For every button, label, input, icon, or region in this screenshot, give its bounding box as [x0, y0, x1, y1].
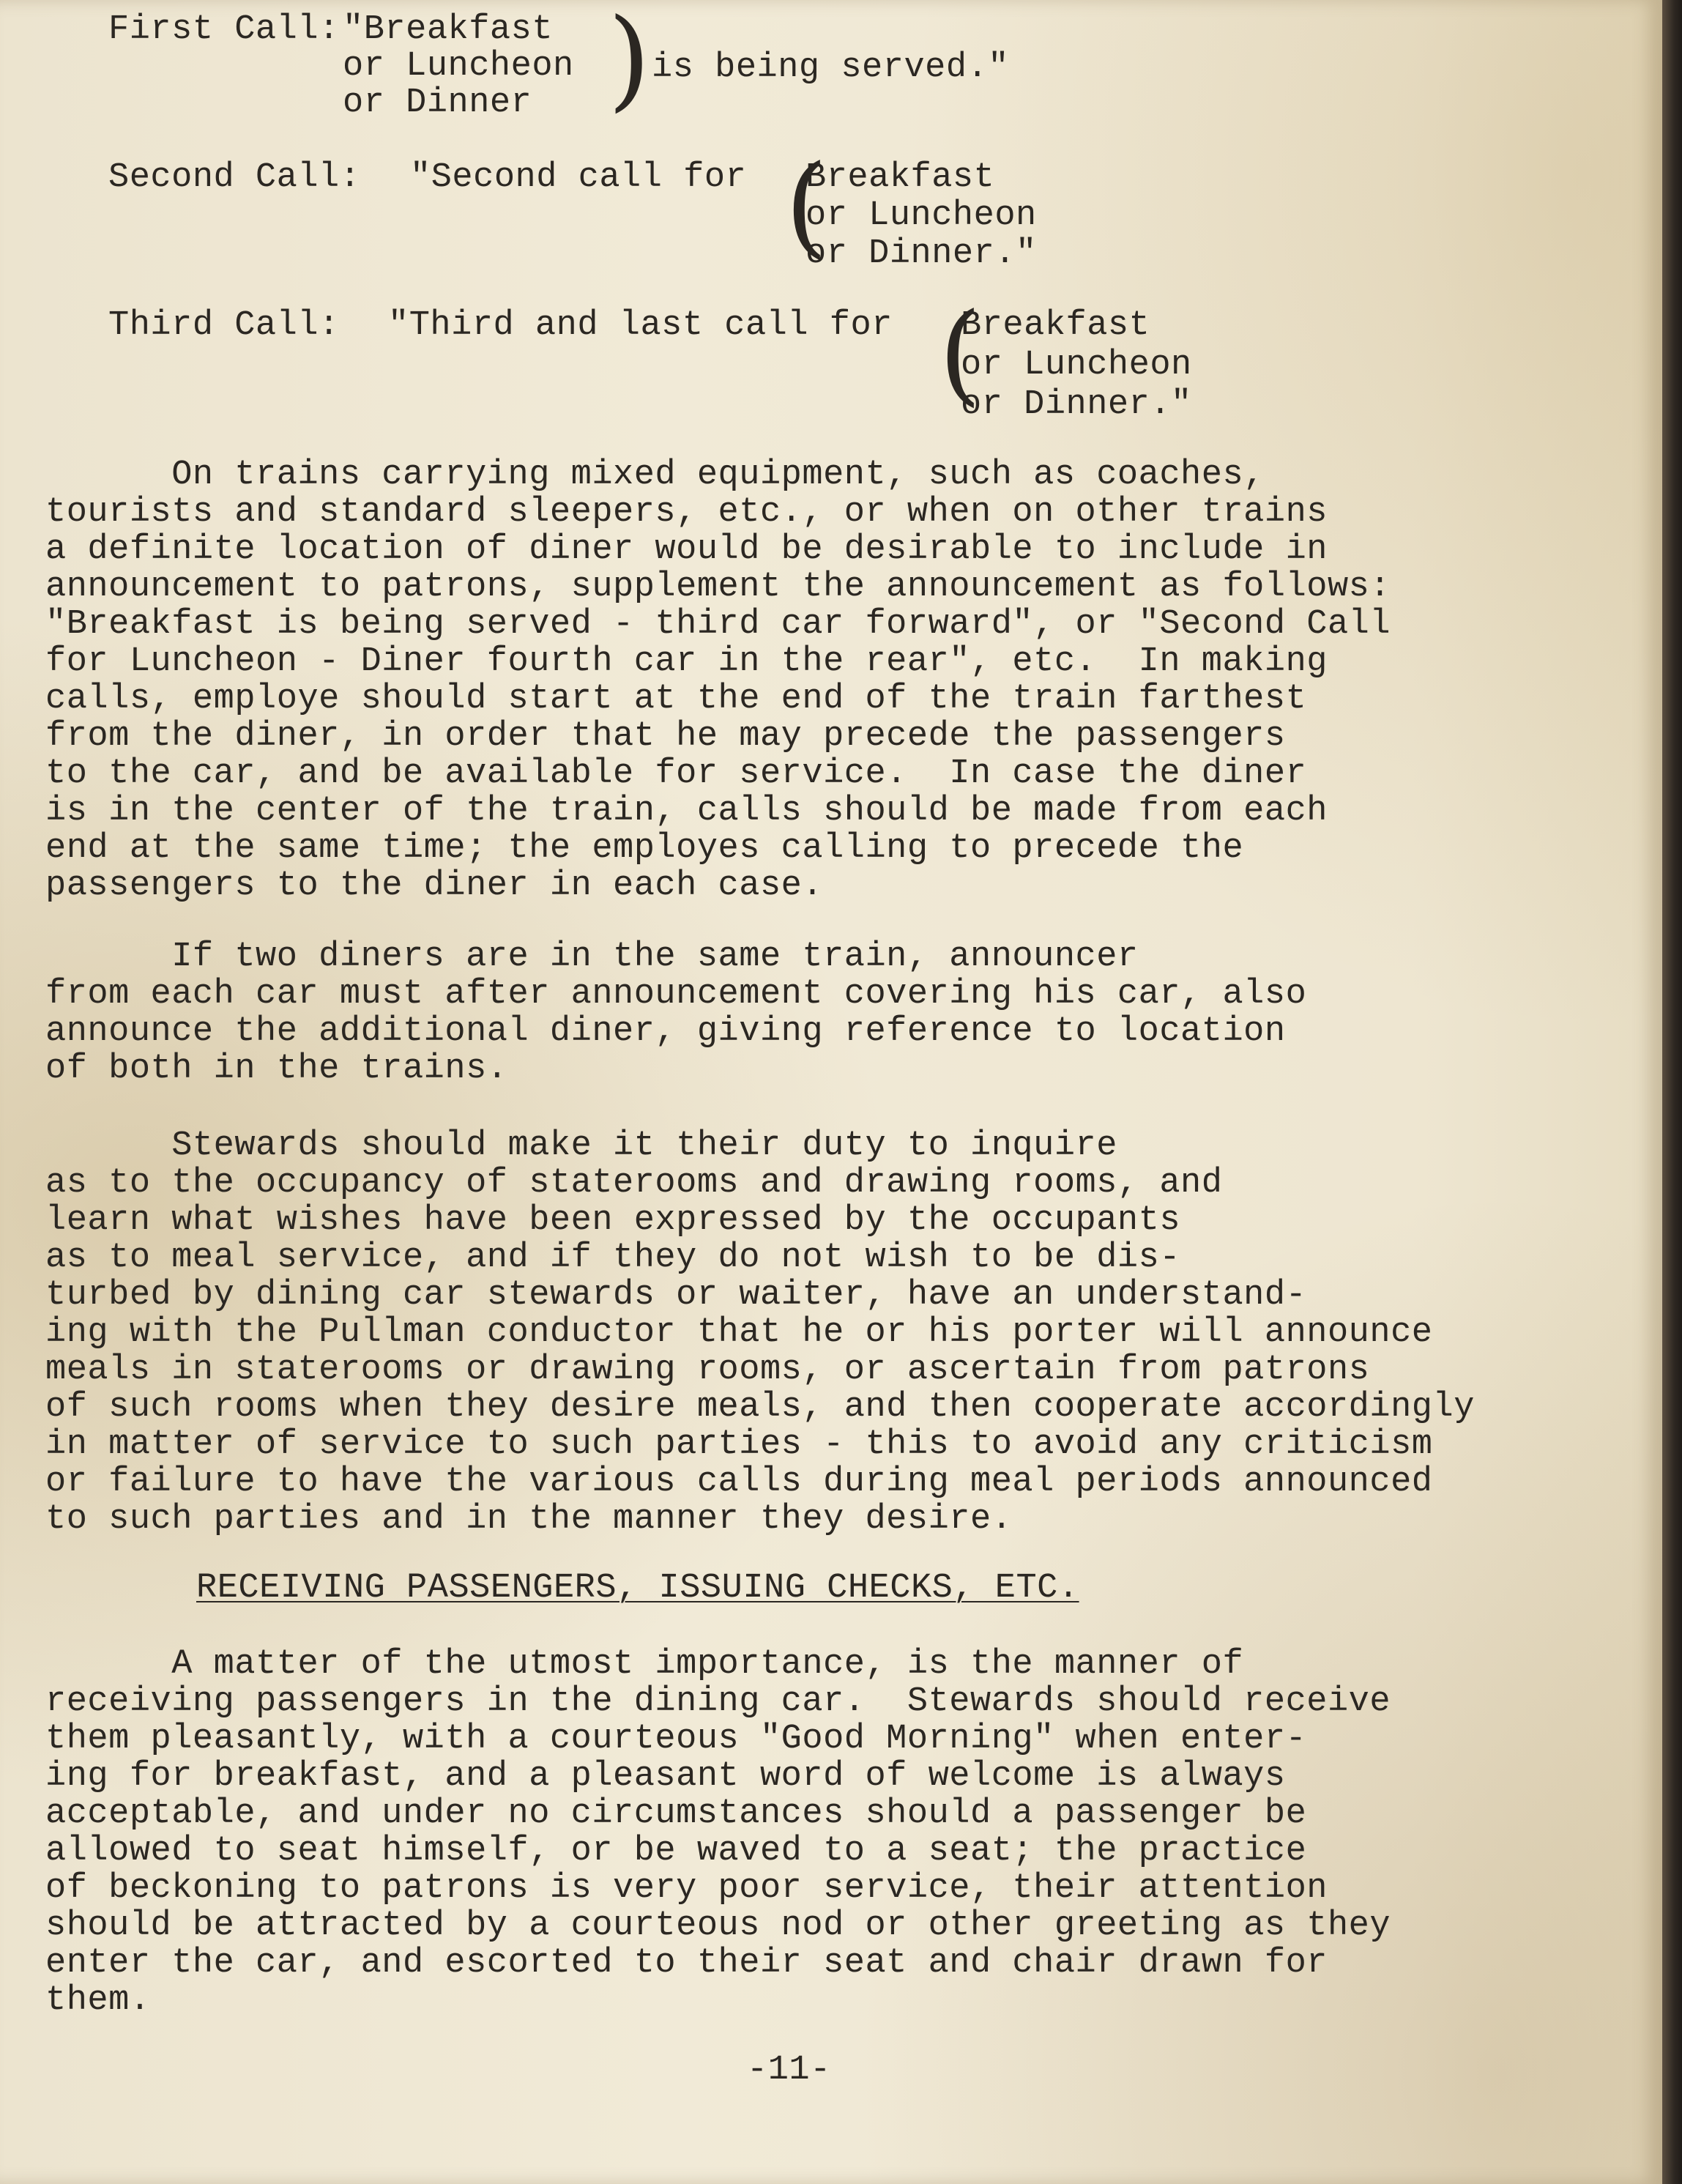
first-call-option-breakfast: "Breakfast	[343, 10, 554, 49]
second-call-option-breakfast: Breakfast	[805, 158, 995, 197]
third-call-label: Third Call:	[108, 306, 340, 345]
paragraph-line: as to meal service, and if they do not wish to be dis-	[45, 1238, 1181, 1277]
third-call-brace: (	[939, 290, 982, 417]
second-call-label: Second Call:	[108, 158, 361, 197]
page-edge-shadow	[1662, 0, 1682, 2184]
first-call-option-luncheon: or Luncheon	[343, 47, 574, 86]
first-call-label: First Call:	[108, 10, 340, 49]
paragraph-line: turbed by dining car stewards or waiter, have an understand-	[45, 1276, 1307, 1315]
first-call-brace-left: )	[608, 0, 651, 123]
paragraph-line: learn what wishes have been expressed by the occupants	[45, 1201, 1181, 1240]
first-call-option-dinner: or Dinner	[343, 83, 532, 122]
paragraph-line: announce the additional diner, giving reference to location	[45, 1012, 1286, 1051]
paragraph-line: acceptable, and under no circumstances should a passenger be	[45, 1794, 1307, 1833]
second-call-option-dinner: or Dinner."	[805, 234, 1037, 273]
third-call-option-dinner: or Dinner."	[961, 385, 1192, 424]
paragraph-line: of such rooms when they desire meals, and then cooperate accordingly	[45, 1388, 1475, 1427]
paragraph-line: from each car must after announcement covering his car, also	[45, 975, 1307, 1014]
paragraph-line: Stewards should make it their duty to inquire	[45, 1126, 1117, 1165]
paragraph-line: If two diners are in the same train, announcer	[45, 937, 1139, 976]
paragraph-line: or failure to have the various calls during meal periods announced	[45, 1463, 1433, 1501]
paragraph-line: in matter of service to such parties - this to avoid any criticism	[45, 1425, 1433, 1464]
paragraph-line: is in the center of the train, calls should be made from each	[45, 792, 1328, 831]
paragraph-line: end at the same time; the employes calling to precede the	[45, 829, 1244, 868]
paragraph-two-diners	[45, 937, 1510, 1091]
paragraph-line: enter the car, and escorted to their seat and chair drawn for	[45, 1944, 1328, 1983]
paragraph-line: from the diner, in order that he may precede the passengers	[45, 717, 1286, 756]
paragraph-line: A matter of the utmost importance, is the manner of	[45, 1645, 1244, 1684]
paragraph-line: should be attracted by a courteous nod or other greeting as they	[45, 1906, 1391, 1945]
paragraph-line: to such parties and in the manner they desire.	[45, 1500, 1013, 1539]
paragraph-line: them.	[45, 1981, 151, 2020]
paragraph-line: ing for breakfast, and a pleasant word of welcome is always	[45, 1757, 1286, 1796]
paragraph-line: for Luncheon - Diner fourth car in the rear", etc. In making	[45, 642, 1328, 681]
paragraph-line: announcement to patrons, supplement the announcement as follows:	[45, 568, 1391, 606]
paragraph-line: of beckoning to patrons is very poor service, their attention	[45, 1869, 1328, 1908]
paragraph-line: them pleasantly, with a courteous "Good Morning" when enter-	[45, 1720, 1307, 1758]
paragraph-receiving-passengers	[45, 1645, 1510, 2026]
paragraph-line: of both in the trains.	[45, 1050, 508, 1088]
first-call-suffix: is being served."	[652, 48, 1009, 87]
second-call-brace: (	[785, 142, 828, 270]
second-call-prefix: "Second call for	[410, 158, 747, 197]
paragraph-line: ing with the Pullman conductor that he or his porter will announce	[45, 1313, 1433, 1352]
paragraph-line: tourists and standard sleepers, etc., or when on other trains	[45, 493, 1328, 532]
paragraph-line: allowed to seat himself, or be waved to a seat; the practice	[45, 1832, 1307, 1871]
second-call-option-luncheon: or Luncheon	[805, 196, 1037, 235]
third-call-prefix: "Third and last call for	[388, 306, 893, 345]
paragraph-line: to the car, and be available for service. In case the diner	[45, 754, 1307, 793]
paragraph-line: On trains carrying mixed equipment, such as coaches,	[45, 456, 1265, 494]
paragraph-line: as to the occupancy of staterooms and drawing rooms, and	[45, 1164, 1223, 1203]
paragraph-line: calls, employe should start at the end of the train farthest	[45, 680, 1307, 718]
paragraph-stewards-inquire	[45, 1126, 1612, 1544]
page-number: -11-	[747, 2051, 831, 2090]
paragraph-line: meals in staterooms or drawing rooms, or ascertain from patrons	[45, 1351, 1370, 1389]
paragraph-line: passengers to the diner in each case.	[45, 866, 824, 905]
paragraph-line: receiving passengers in the dining car. Stewards should receive	[45, 1682, 1391, 1721]
paragraph-line: a definite location of diner would be desirable to include in	[45, 530, 1328, 569]
paragraph-line: "Breakfast is being served - third car forward", or "Second Call	[45, 605, 1391, 644]
third-call-option-breakfast: Breakfast	[961, 306, 1150, 345]
section-heading: RECEIVING PASSENGERS, ISSUING CHECKS, ETC.	[196, 1569, 1079, 1608]
third-call-option-luncheon: or Luncheon	[961, 346, 1192, 385]
paragraph-mixed-equipment	[45, 456, 1510, 905]
